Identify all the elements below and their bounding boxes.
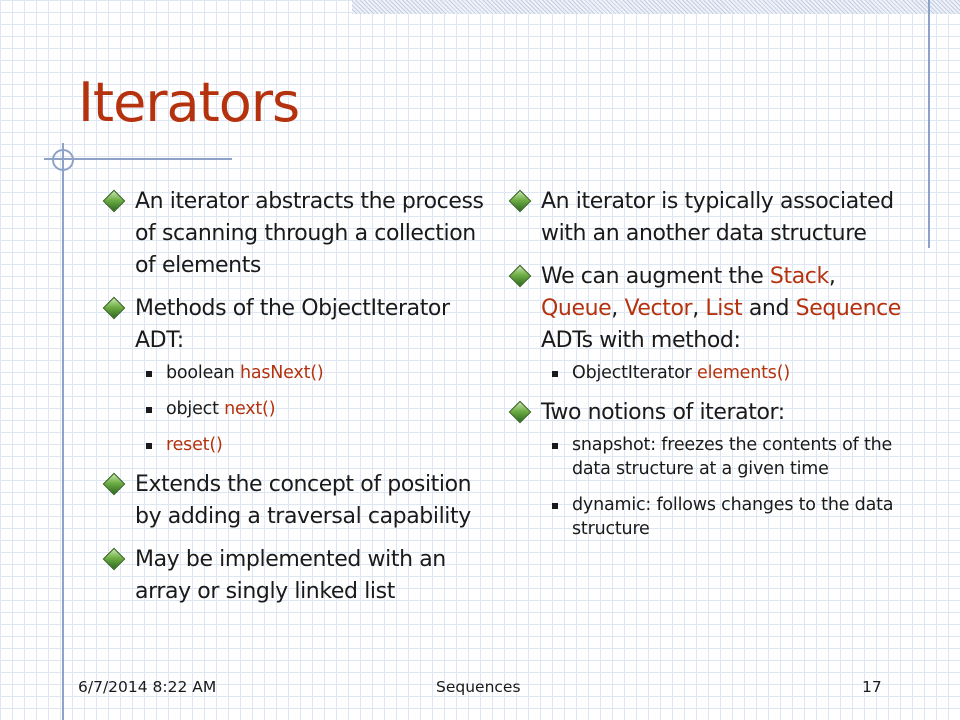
right-column bbox=[506, 186, 916, 553]
text-segment: , bbox=[828, 264, 836, 289]
list-item bbox=[506, 186, 916, 250]
sub-list bbox=[552, 361, 916, 385]
bullet-text: An iterator is typically associated with an another data structure bbox=[541, 189, 894, 246]
text-segment: , bbox=[692, 296, 706, 321]
adt-vector: Vector bbox=[624, 296, 693, 321]
list-item bbox=[506, 261, 916, 385]
method-name: hasNext() bbox=[239, 363, 324, 383]
list-item bbox=[100, 544, 500, 608]
method-type: ObjectIterator bbox=[572, 363, 698, 383]
black-square-bullet-icon bbox=[552, 371, 558, 377]
method-name: next() bbox=[224, 399, 276, 419]
sub-list-item bbox=[146, 433, 500, 457]
green-diamond-bullet-icon bbox=[509, 190, 532, 213]
black-square-bullet-icon bbox=[552, 443, 558, 449]
adt-stack: Stack bbox=[769, 264, 829, 289]
text-segment: ADTs with method: bbox=[541, 328, 741, 353]
method-name: elements() bbox=[697, 363, 790, 383]
text-segment: and bbox=[742, 296, 796, 321]
slide-title: Iterators bbox=[78, 71, 300, 134]
sub-list-item bbox=[146, 361, 500, 385]
list-item bbox=[100, 293, 500, 457]
bullet-text: May be implemented with an array or singly linked list bbox=[135, 547, 446, 604]
green-diamond-bullet-icon bbox=[509, 265, 532, 288]
footer-title: Sequences bbox=[436, 678, 521, 696]
left-column bbox=[100, 186, 500, 619]
footer-date: 6/7/2014 8:22 AM bbox=[78, 678, 217, 696]
list-item bbox=[506, 397, 916, 541]
sub-list bbox=[552, 433, 916, 541]
bullet-text: Methods of the ObjectIterator ADT: bbox=[135, 296, 450, 353]
adt-sequence: Sequence bbox=[795, 296, 901, 321]
sub-list-item bbox=[552, 361, 916, 385]
text-segment: We can augment the bbox=[541, 264, 770, 289]
green-diamond-bullet-icon bbox=[103, 473, 126, 496]
list-item bbox=[100, 469, 500, 533]
bullet-text: Extends the concept of position by adding a traversal capability bbox=[135, 472, 472, 529]
method-name: reset() bbox=[166, 435, 223, 455]
green-diamond-bullet-icon bbox=[103, 297, 126, 320]
right-vertical-rule bbox=[928, 0, 930, 248]
sub-list-item bbox=[552, 433, 916, 481]
green-diamond-bullet-icon bbox=[509, 401, 532, 424]
black-square-bullet-icon bbox=[146, 371, 152, 377]
list-item bbox=[100, 186, 500, 282]
sub-bullet-text: dynamic: follows changes to the data structure bbox=[572, 495, 894, 539]
bullet-text: Two notions of iterator: bbox=[541, 400, 785, 425]
adt-list: List bbox=[705, 296, 743, 321]
black-square-bullet-icon bbox=[552, 503, 558, 509]
decorative-vertical-rule bbox=[62, 143, 64, 720]
method-type: object bbox=[166, 399, 225, 419]
page-number: 17 bbox=[862, 678, 882, 696]
header-hatched-bar bbox=[352, 0, 960, 14]
decorative-circle-icon bbox=[52, 149, 74, 171]
bullet-text bbox=[541, 261, 916, 357]
black-square-bullet-icon bbox=[146, 407, 152, 413]
green-diamond-bullet-icon bbox=[103, 190, 126, 213]
method-type: boolean bbox=[166, 363, 240, 383]
text-segment: , bbox=[611, 296, 625, 321]
bullet-text: An iterator abstracts the process of scanning through a collection of elements bbox=[135, 189, 484, 278]
sub-list-item bbox=[552, 493, 916, 541]
sub-list-item bbox=[146, 397, 500, 421]
sub-bullet-text: snapshot: freezes the contents of the data structure at a given time bbox=[572, 435, 893, 479]
adt-queue: Queue bbox=[541, 296, 612, 321]
green-diamond-bullet-icon bbox=[103, 548, 126, 571]
sub-list bbox=[146, 361, 500, 457]
black-square-bullet-icon bbox=[146, 443, 152, 449]
